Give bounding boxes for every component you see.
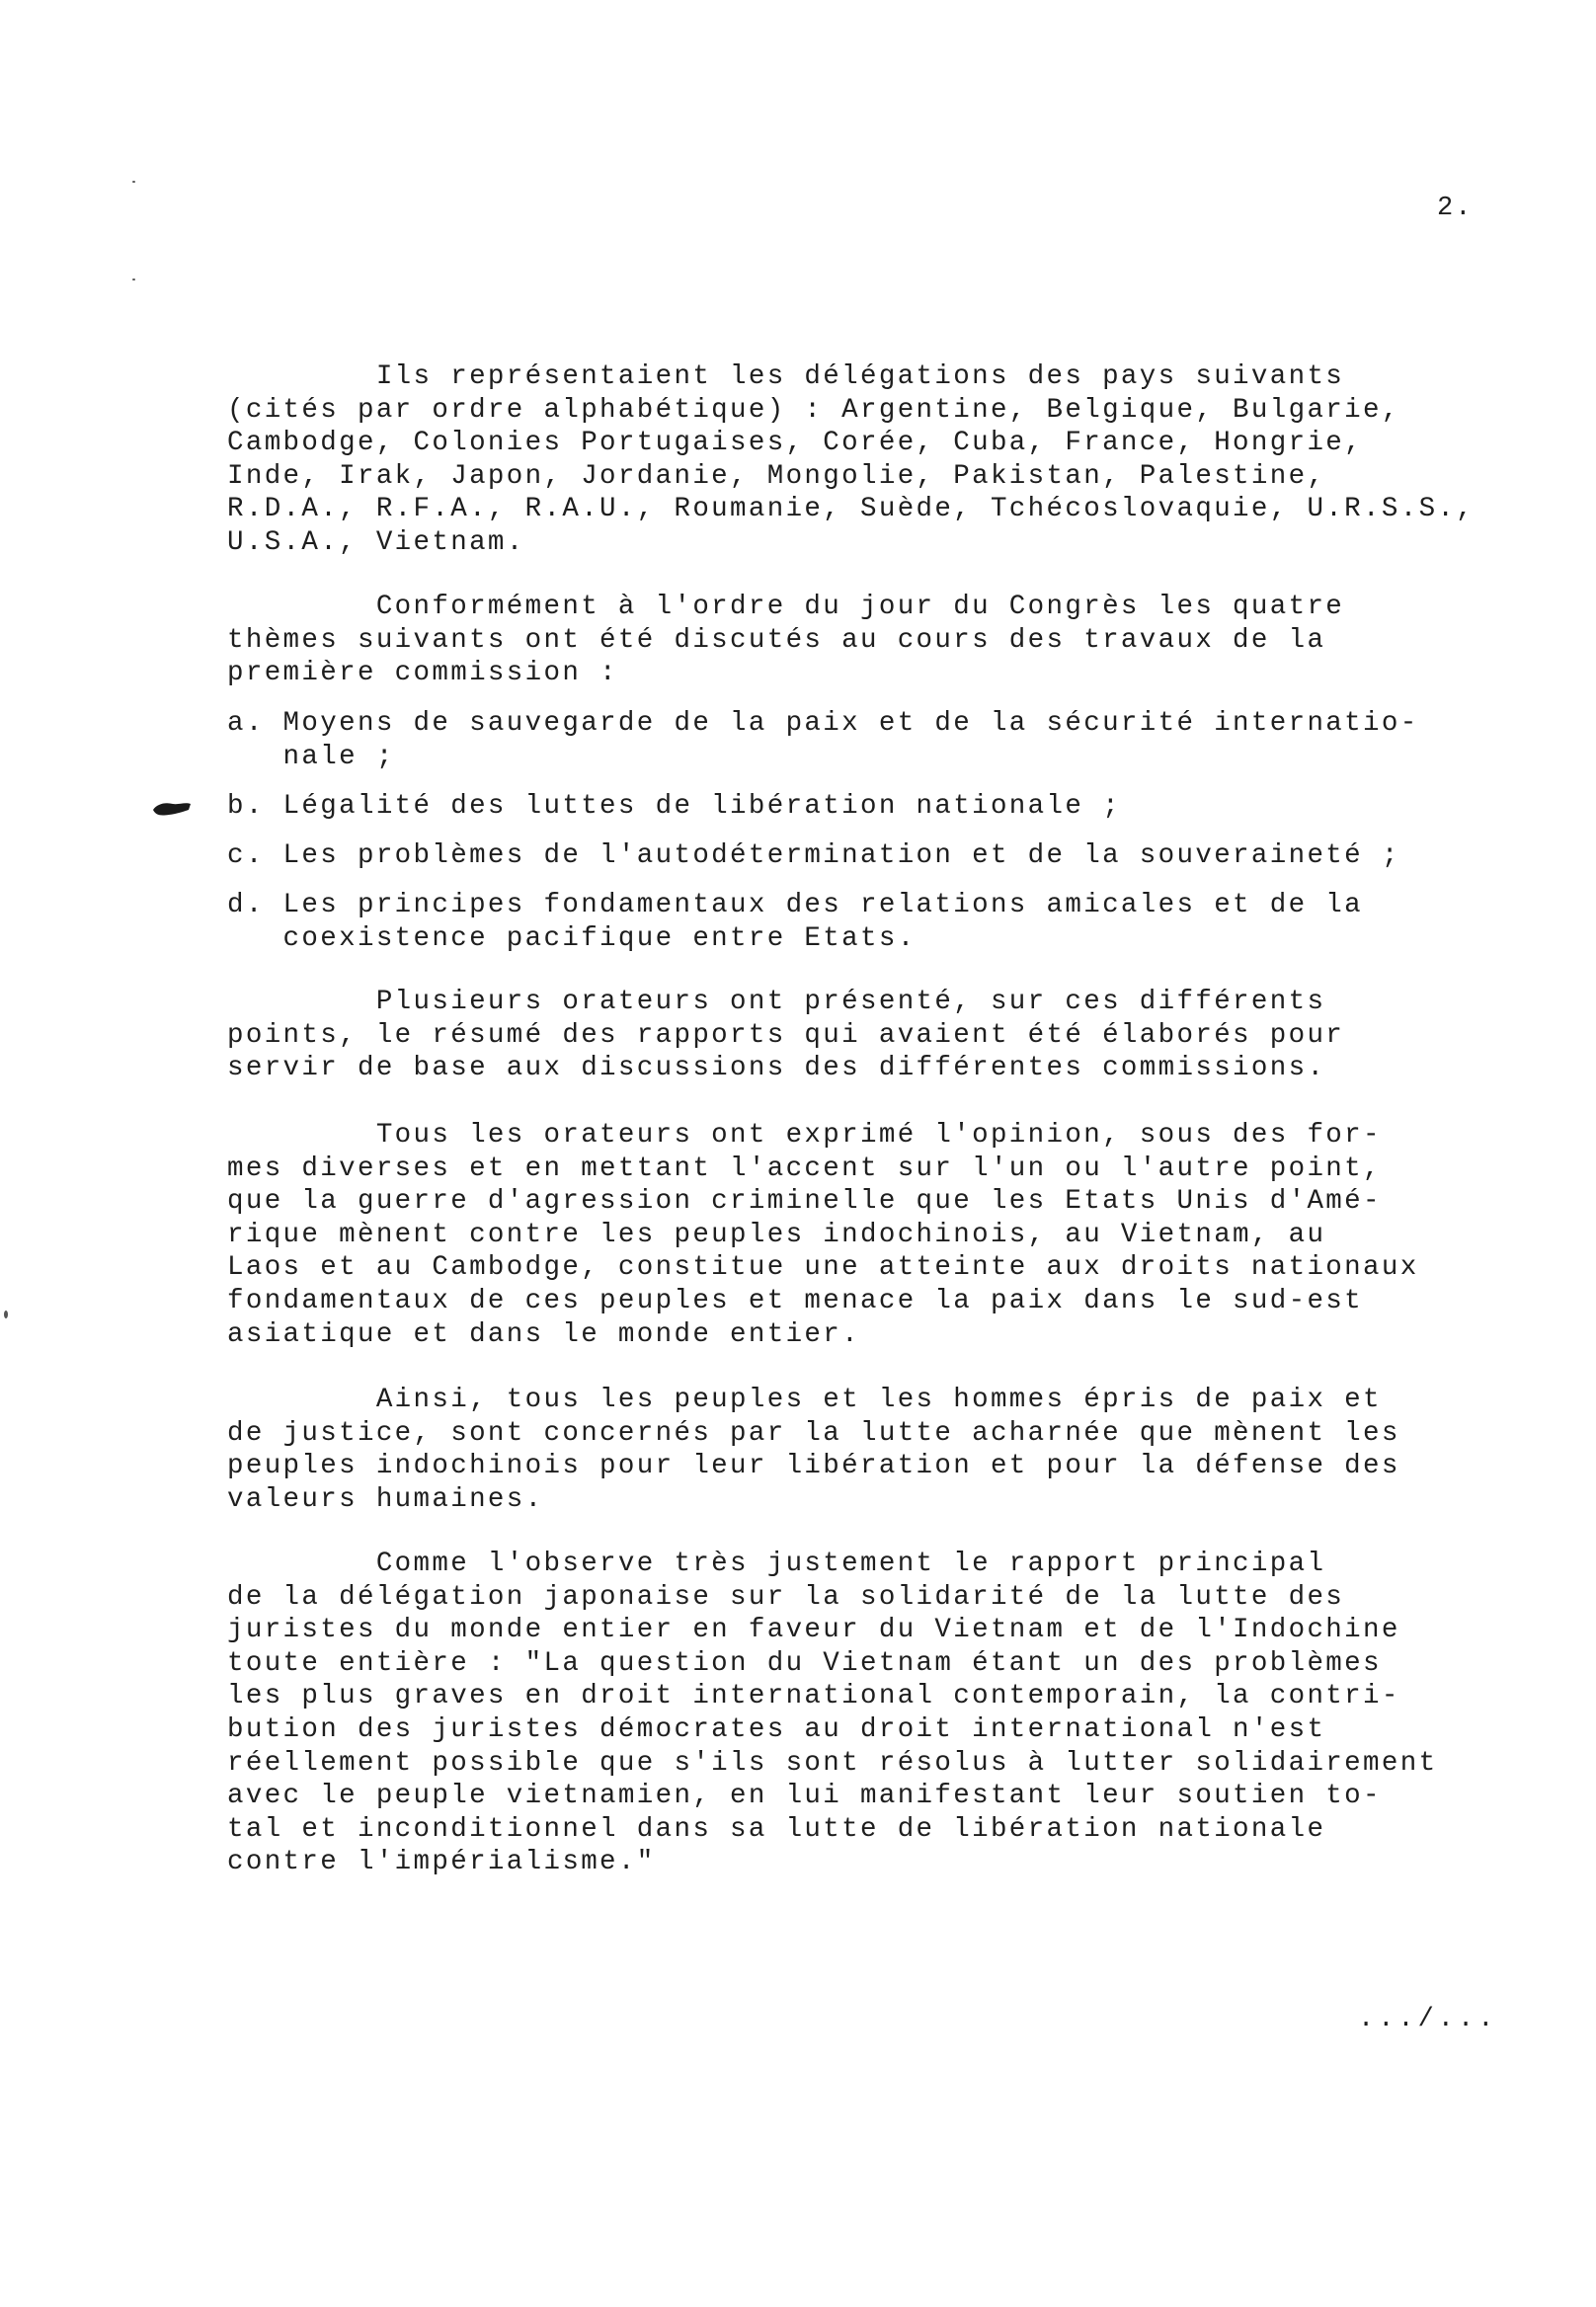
paragraph-speakers: Plusieurs orateurs ont présenté, sur ces différents points, le résumé des rapports qui avaient été élaborés pour servir de base aux discussions des différentes commissions. <box>227 987 1345 1084</box>
scan-speck <box>132 181 135 183</box>
themes-list <box>227 707 1541 954</box>
paragraph-agenda-themes: Conformément à l'ordre du jour du Congrès les quatre thèmes suivants ont été discutés au cours des travaux de la première commission : <box>227 592 1345 689</box>
theme-item-b: b. Légalité des luttes de libération nationale ; <box>227 791 1121 822</box>
continuation-marker: .../... <box>1358 2005 1498 2034</box>
page-number: 2. <box>1437 194 1474 223</box>
paragraph-delegations: Ils représentaient les délégations des pays suivants (cités par ordre alphabétique) : Argentine, Belgique, Bulgarie, Cambodge, Colonies Portugaises, Corée, Cuba, France, Hongrie, Inde, Irak, Japon, Jordanie, Mongolie, Pakistan, Palestine, R.D.A., R.F.A., R.A.U., Roumanie, Suède, Tchécoslovaquie, U.R.S.S., U.S.A., Vietnam. <box>227 361 1476 558</box>
theme-item-c: c. Les problèmes de l'autodétermination et de la souveraineté ; <box>227 840 1400 871</box>
paragraph-japanese-report: Comme l'observe très justement le rapport principal de la délégation japonaise sur la solidarité de la lutte des juristes du monde entier en faveur du Vietnam et de l'Indochine toute entière : "La question du Vietnam étant un des problèmes les plus graves en droit international contemporain, la contri- bution des juristes démocrates au droit international n'est réellement possible que s'ils sont résolus à lutter solidairement avec le peuple vietnamien, en lui manifestant leur soutien to- tal et inconditionnel dans sa lutte de libération nationale contre l'impérialisme." <box>227 1549 1438 1878</box>
margin-mark-icon <box>151 798 193 820</box>
scan-speck <box>4 1311 8 1318</box>
scan-speck <box>132 278 135 280</box>
paragraph-peoples: Ainsi, tous les peuples et les hommes épris de paix et de justice, sont concernés par la lutte acharnée que mènent les peuples indochinois pour leur libération et pour la défense des valeurs humaines. <box>227 1385 1400 1515</box>
theme-item-a: a. Moyens de sauvegarde de la paix et de la sécurité internatio- nale ; <box>227 708 1419 772</box>
paragraph-opinion: Tous les orateurs ont exprimé l'opinion, sous des for- mes diverses et en mettant l'accent sur l'un ou l'autre point, que la guerre d'agression criminelle que les Etats Unis d'Amé- rique mènent contre les peuples indochinois, au Vietnam, au Laos et au Cambodge, constitue une atteinte aux droits nationaux fondamentaux de ces peuples et menace la paix dans le sud-est asiatique et dans le monde entier. <box>227 1120 1419 1350</box>
theme-item-d: d. Les principes fondamentaux des relations amicales et de la coexistence pacifique entre Etats. <box>227 890 1364 954</box>
